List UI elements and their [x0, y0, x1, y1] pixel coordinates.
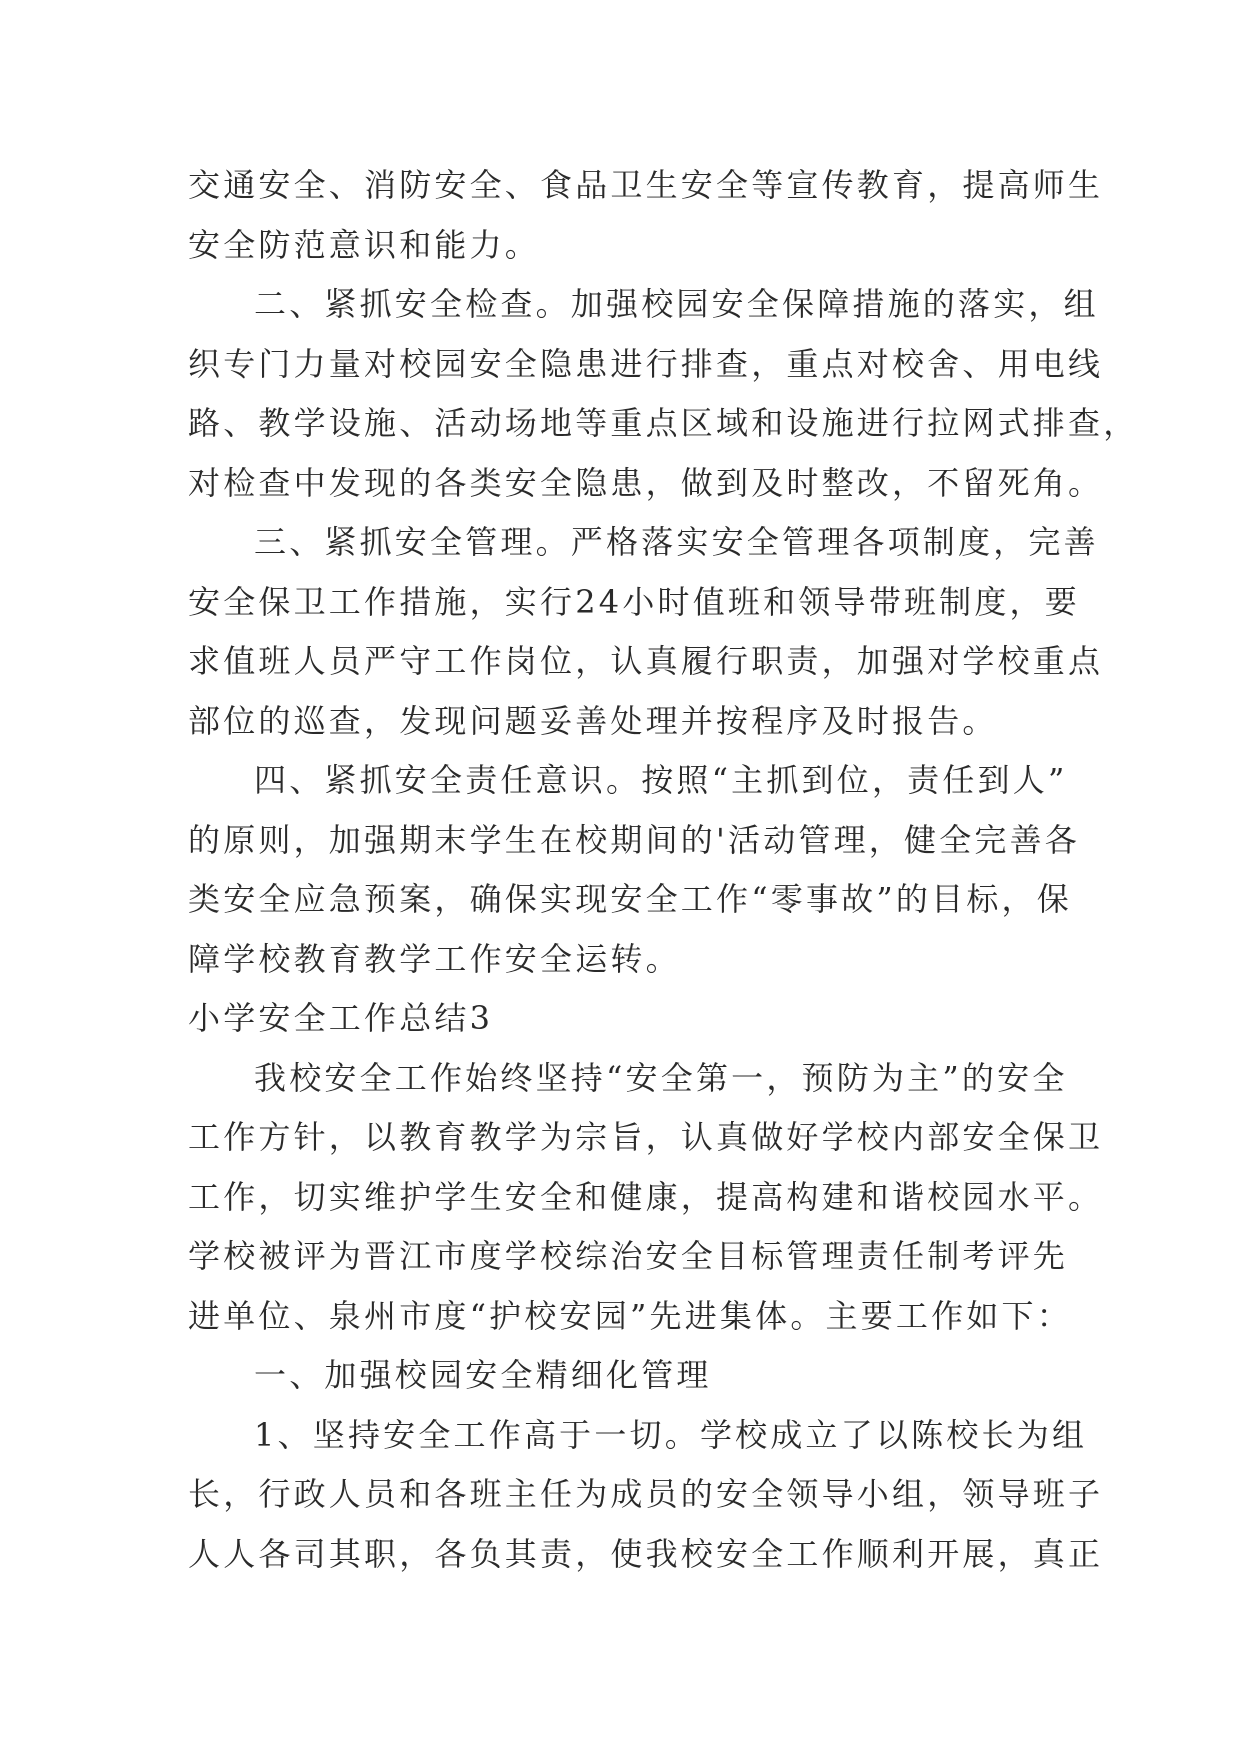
text-line: 安全防范意识和能力。 [188, 225, 541, 264]
text-line: 进单位、泉州市度“护校安园”先进集体。主要工作如下： [188, 1296, 1072, 1335]
text-line: 安全保卫工作措施，实行24小时值班和领导带班制度，要 [188, 582, 1080, 621]
document-body [188, 156, 1139, 1584]
text-line: 学校被评为晋江市度学校综治安全目标管理责任制考评先 [188, 1237, 1069, 1275]
text-line: 工作，切实维护学生安全和健康，提高构建和谐校园水平。 [188, 1177, 1104, 1216]
paragraph-start-line: 1、坚持安全工作高于一切。学校成立了以陈校长为组 [254, 1415, 1088, 1454]
section-heading: 小学安全工作总结3 [188, 999, 494, 1037]
text-line: 对检查中发现的各类安全隐患，做到及时整改，不留死角。 [188, 463, 1104, 502]
text-line: 障学校教育教学工作安全运转。 [188, 939, 681, 978]
text-line: 人人各司其职，各负其责，使我校安全工作顺利开展，真正 [188, 1534, 1104, 1573]
paragraph-start-line: 三、紧抓安全管理。严格落实安全管理各项制度，完善 [254, 523, 1099, 561]
text-line: 交通安全、消防安全、食品卫生安全等宣传教育，提高师生 [188, 166, 1104, 204]
text-line: 求值班人员严守工作岗位，认真履行职责，加强对学校重点 [188, 642, 1104, 680]
paragraph-start-line: 四、紧抓安全责任意识。按照“主抓到位，责任到人” [254, 761, 1068, 799]
text-line: 类安全应急预案，确保实现安全工作“零事故”的目标，保 [188, 880, 1072, 918]
paragraph-start-line: 我校安全工作始终坚持“安全第一，预防为主”的安全 [254, 1058, 1068, 1097]
text-line: 织专门力量对校园安全隐患进行排查，重点对校舍、用电线 [188, 344, 1104, 383]
text-line: 路、教学设施、活动场地等重点区域和设施进行拉网式排查， [188, 404, 1139, 442]
text-line: 部位的巡查，发现问题妥善处理并按程序及时报告。 [188, 701, 998, 740]
subsection-heading: 一、加强校园安全精细化管理 [254, 1356, 712, 1394]
text-line: 长，行政人员和各班主任为成员的安全领导小组，领导班子 [188, 1475, 1104, 1513]
text-line: 工作方针，以教育教学为宗旨，认真做好学校内部安全保卫 [188, 1118, 1104, 1156]
text-line: 的原则，加强期末学生在校期间的'活动管理，健全完善各 [188, 820, 1080, 859]
paragraph-start-line: 二、紧抓安全检查。加强校园安全保障措施的落实，组 [254, 285, 1099, 323]
